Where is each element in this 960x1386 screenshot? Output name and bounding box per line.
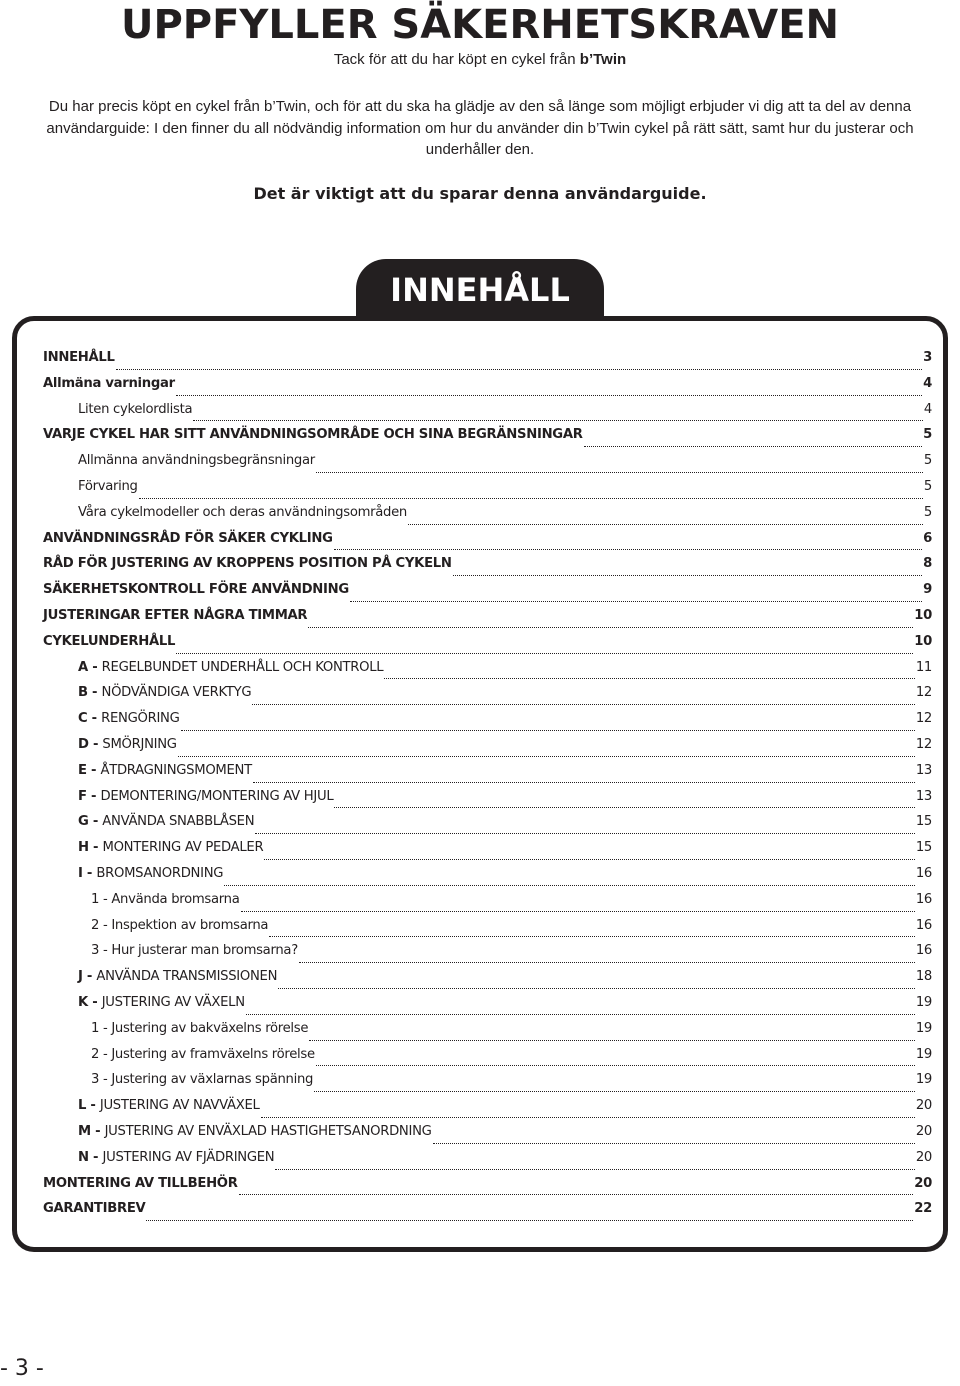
toc-entry[interactable]	[43, 1124, 932, 1150]
toc-leader-dots	[278, 988, 915, 989]
toc-entry-letter: L -	[78, 1098, 100, 1114]
toc-leader-dots	[176, 395, 922, 396]
toc-entry-text: MONTERING AV TILLBEHÖR	[43, 1175, 238, 1191]
toc-entry-label	[78, 969, 277, 984]
toc-entry-label	[78, 840, 263, 855]
toc-entry-label	[43, 1176, 238, 1191]
toc-leader-dots	[350, 601, 922, 602]
toc-entry-page: 11	[915, 659, 932, 675]
toc-entry-text: 3 - Justering av växlarnas spänning	[91, 1072, 314, 1088]
toc-entry-letter: I -	[78, 865, 97, 881]
toc-leader-dots	[384, 678, 914, 679]
toc-entry-label	[78, 1098, 260, 1113]
toc-entry-page: 4	[923, 401, 932, 417]
toc-entry[interactable]	[43, 660, 932, 686]
toc-entry-letter: N -	[78, 1149, 103, 1165]
toc-entry-text: Allmäna varningar	[43, 375, 175, 391]
toc-entry-text: VARJE CYKEL HAR SITT ANVÄNDNINGSOMRÅDE OCH SINA BEGRÄNSNINGAR	[43, 427, 583, 443]
toc-entry-letter: K -	[78, 994, 102, 1010]
toc-entry[interactable]	[43, 892, 932, 918]
toc-leader-dots	[239, 1194, 914, 1195]
toc-entry-label	[78, 737, 177, 752]
toc-entry-letter: G -	[78, 814, 103, 830]
toc-leader-dots	[146, 1220, 913, 1221]
toc-entry-label	[91, 943, 298, 958]
toc-entry-text: 2 - Justering av framväxelns rörelse	[91, 1046, 315, 1062]
toc-entry-page: 12	[915, 736, 932, 752]
toc-entry-text: CYKELUNDERHÅLL	[43, 633, 176, 649]
page-number: - 3 -	[0, 1356, 44, 1381]
toc-entry-label	[78, 505, 407, 520]
toc-entry[interactable]	[43, 350, 932, 376]
toc-entry-label	[91, 918, 268, 933]
toc-leader-dots	[246, 1014, 915, 1015]
page-title: UPPFYLLER SÄKERHETSKRAVEN	[120, 2, 839, 48]
toc-entry-text: SÄKERHETSKONTROLL FÖRE ANVÄNDNING	[43, 582, 349, 598]
toc-entry-page: 3	[923, 350, 932, 365]
toc-leader-dots	[241, 911, 915, 912]
toc-entry-page: 20	[915, 1098, 932, 1114]
toc-entry-label	[43, 634, 175, 649]
toc-entry-letter: C -	[78, 711, 102, 727]
toc-leader-dots	[261, 1117, 915, 1118]
toc-entry-letter: H -	[78, 840, 103, 856]
toc-entry-text: REGELBUNDET UNDERHÅLL OCH KONTROLL	[101, 659, 384, 675]
toc-leader-dots	[116, 369, 922, 370]
toc-entry[interactable]	[43, 840, 932, 866]
toc-entry[interactable]	[43, 685, 932, 711]
toc-entry-page: 19	[915, 1072, 932, 1088]
toc-entry-text: 1 - Använda bromsarna	[91, 891, 240, 907]
toc-entry[interactable]	[43, 582, 932, 608]
toc-entry-page: 19	[915, 1046, 932, 1062]
toc-entry-label	[91, 1047, 315, 1062]
toc-entry[interactable]	[43, 531, 932, 557]
toc-entry-page: 10	[914, 607, 932, 623]
toc-entry-text: ÅTDRAGNINGSMOMENT	[100, 762, 252, 778]
toc-entry-label	[78, 479, 138, 494]
toc-list	[43, 350, 932, 1227]
toc-entry-label	[78, 660, 383, 675]
toc-entry-page: 15	[915, 840, 932, 856]
toc-entry-letter: F -	[78, 788, 101, 804]
toc-entry-text: JUSTERING AV FJÄDRINGEN	[102, 1149, 275, 1165]
toc-entry-page: 16	[915, 943, 932, 959]
toc-entry-letter: D -	[78, 736, 103, 752]
toc-entry-page: 6	[923, 530, 932, 546]
toc-leader-dots	[181, 730, 915, 731]
toc-entry-label	[78, 711, 180, 726]
toc-leader-dots	[193, 420, 923, 421]
subtitle	[0, 51, 960, 69]
toc-entry-page: 16	[915, 865, 932, 881]
toc-entry[interactable]	[43, 763, 932, 789]
subtitle-brand: b’Twin	[579, 51, 627, 68]
toc-leader-dots	[178, 756, 915, 757]
toc-entry-letter: B -	[78, 685, 102, 701]
toc-entry[interactable]	[43, 814, 932, 840]
toc-entry-text: Våra cykelmodeller och deras användningsområden	[78, 504, 407, 520]
toc-leader-dots	[224, 885, 915, 886]
toc-entry[interactable]	[43, 1201, 932, 1227]
toc-leader-dots	[275, 1169, 914, 1170]
toc-entry[interactable]	[43, 737, 932, 763]
toc-entry-page: 22	[914, 1201, 932, 1217]
toc-entry-text: JUSTERINGAR EFTER NÅGRA TIMMAR	[43, 607, 308, 623]
toc-entry[interactable]	[43, 1150, 932, 1176]
toc-entry-page: 5	[923, 427, 932, 443]
toc-entry-label	[91, 1021, 308, 1036]
toc-entry[interactable]	[43, 505, 932, 531]
toc-leader-dots	[334, 549, 923, 550]
toc-entry[interactable]	[43, 1072, 932, 1098]
toc-entry-text: Förvaring	[78, 478, 138, 494]
toc-entry-label	[78, 866, 223, 881]
toc-entry[interactable]	[43, 556, 932, 582]
toc-entry[interactable]	[43, 789, 932, 815]
toc-entry-text: ANVÄNDA TRANSMISSIONEN	[96, 969, 278, 985]
toc-entry-text: JUSTERING AV ENVÄXLAD HASTIGHETSANORDNING	[104, 1123, 432, 1139]
toc-entry-letter: A -	[78, 659, 102, 675]
toc-entry-text: RÅD FÖR JUSTERING AV KROPPENS POSITION PÅ CYKELN	[43, 556, 452, 572]
toc-entry-label	[78, 814, 254, 829]
toc-entry-label	[91, 1072, 313, 1087]
toc-entry[interactable]	[43, 969, 932, 995]
toc-leader-dots	[252, 704, 915, 705]
toc-entry-page: 5	[923, 453, 932, 469]
toc-entry[interactable]	[43, 1047, 932, 1073]
toc-entry-label	[78, 453, 315, 468]
toc-leader-dots	[299, 962, 915, 963]
toc-leader-dots	[269, 936, 915, 937]
toc-entry-page: 16	[915, 891, 932, 907]
toc-entry[interactable]	[43, 995, 932, 1021]
toc-entry[interactable]	[43, 1098, 932, 1124]
toc-entry-page: 12	[915, 711, 932, 727]
toc-leader-dots	[253, 782, 915, 783]
toc-entry-label	[78, 1150, 274, 1165]
toc-entry-page: 9	[923, 582, 932, 598]
toc-entry-letter: E -	[78, 762, 101, 778]
toc-entry-text: ANVÄNDA SNABBLÅSEN	[102, 814, 255, 830]
toc-entry-text: 2 - Inspektion av bromsarna	[91, 917, 269, 933]
toc-leader-dots	[139, 498, 923, 499]
important-note: Det är viktigt att du sparar denna användarguide.	[253, 184, 707, 203]
toc-entry-page: 19	[915, 1020, 932, 1036]
toc-entry-page: 16	[915, 917, 932, 933]
toc-entry-page: 15	[915, 814, 932, 830]
toc-entry[interactable]	[43, 453, 932, 479]
toc-entry-label	[78, 1124, 432, 1139]
toc-entry-page: 20	[915, 1149, 932, 1165]
subtitle-text: Tack för att du har köpt en cykel från	[333, 51, 580, 68]
toc-leader-dots	[334, 807, 914, 808]
toc-entry-label	[78, 685, 251, 700]
toc-entry-label	[43, 531, 333, 546]
toc-entry-text: 1 - Justering av bakväxelns rörelse	[91, 1020, 309, 1036]
toc-leader-dots	[453, 575, 922, 576]
toc-entry-page: 5	[923, 504, 932, 520]
toc-entry[interactable]	[43, 866, 932, 892]
intro-paragraph: Du har precis köpt en cykel från b’Twin, och för att du ska ha glädje av den så länge som möjligt erbjuder vi dig att ta del av denna användarguide: I den finner du all nödvändig information om hur du använder din b’Twin cykel på rätt sätt, samt hur du justerar och underhåller den.	[46, 98, 914, 158]
toc-entry-text: ANVÄNDNINGSRÅD FÖR SÄKER CYKLING	[43, 530, 333, 546]
toc-entry-letter: J -	[78, 969, 97, 985]
toc-entry[interactable]	[43, 1176, 932, 1202]
toc-entry-label	[78, 789, 333, 804]
toc-leader-dots	[408, 524, 923, 525]
toc-entry-label	[43, 350, 115, 365]
toc-entry-label	[78, 402, 192, 417]
toc-entry-label	[91, 892, 240, 907]
toc-entry[interactable]	[43, 918, 932, 944]
toc-leader-dots	[316, 472, 923, 473]
toc-entry[interactable]	[43, 427, 932, 453]
toc-entry-page: 20	[915, 1123, 932, 1139]
toc-entry[interactable]	[43, 376, 932, 402]
toc-entry-text: JUSTERING AV VÄXELN	[101, 994, 245, 1010]
toc-entry-page: 13	[915, 762, 932, 778]
toc-entry-page: 10	[914, 633, 932, 649]
toc-entry-label	[43, 376, 175, 391]
toc-entry-text: MONTERING AV PEDALER	[102, 840, 264, 856]
toc-entry-page: 12	[915, 685, 932, 701]
toc-entry-page: 8	[923, 556, 932, 572]
toc-entry[interactable]	[43, 608, 932, 634]
toc-entry-page: 5	[923, 478, 932, 494]
toc-entry-label	[78, 995, 245, 1010]
toc-leader-dots	[255, 833, 915, 834]
toc-leader-dots	[309, 1040, 915, 1041]
toc-entry-text: BROMSANORDNING	[96, 865, 224, 881]
toc-entry-label	[43, 1201, 145, 1216]
toc-entry[interactable]	[43, 402, 932, 428]
toc-entry-text: GARANTIBREV	[43, 1201, 146, 1217]
toc-entry[interactable]	[43, 943, 932, 969]
toc-entry-label	[43, 427, 583, 442]
toc-entry-text: NÖDVÄNDIGA VERKTYG	[101, 685, 252, 701]
toc-entry-page: 4	[923, 375, 932, 391]
toc-leader-dots	[316, 1065, 915, 1066]
toc-leader-dots	[264, 859, 915, 860]
toc-entry[interactable]	[43, 479, 932, 505]
toc-entry-page: 13	[915, 788, 932, 804]
toc-heading: INNEHÅLL	[390, 271, 570, 309]
toc-leader-dots	[314, 1091, 915, 1092]
toc-entry-label	[43, 608, 307, 623]
toc-entry-text: JUSTERING AV NAVVÄXEL	[99, 1098, 260, 1114]
toc-leader-dots	[176, 653, 913, 654]
toc-entry-text: INNEHÅLL	[43, 350, 115, 365]
toc-entry-text: DEMONTERING/MONTERING AV HJUL	[100, 788, 334, 804]
toc-entry-text: 3 - Hur justerar man bromsarna?	[91, 943, 298, 959]
toc-leader-dots	[308, 627, 913, 628]
toc-leader-dots	[584, 446, 923, 447]
toc-entry-text: SMÖRJNING	[102, 736, 177, 752]
toc-entry[interactable]	[43, 1021, 932, 1047]
toc-leader-dots	[433, 1143, 915, 1144]
toc-entry-page: 18	[915, 969, 932, 985]
toc-entry-label	[43, 556, 452, 571]
toc-entry-page: 19	[915, 994, 932, 1010]
toc-entry[interactable]	[43, 634, 932, 660]
toc-entry-text: Allmänna användningsbegränsningar	[78, 453, 315, 469]
toc-entry-text: Liten cykelordlista	[78, 401, 193, 417]
toc-entry-label	[78, 763, 252, 778]
toc-entry-label	[43, 582, 349, 597]
toc-entry-text: RENGÖRING	[101, 711, 180, 727]
toc-entry-letter: M -	[78, 1123, 105, 1139]
toc-entry[interactable]	[43, 711, 932, 737]
toc-heading-tab	[356, 259, 604, 321]
toc-entry-page: 20	[914, 1175, 932, 1191]
